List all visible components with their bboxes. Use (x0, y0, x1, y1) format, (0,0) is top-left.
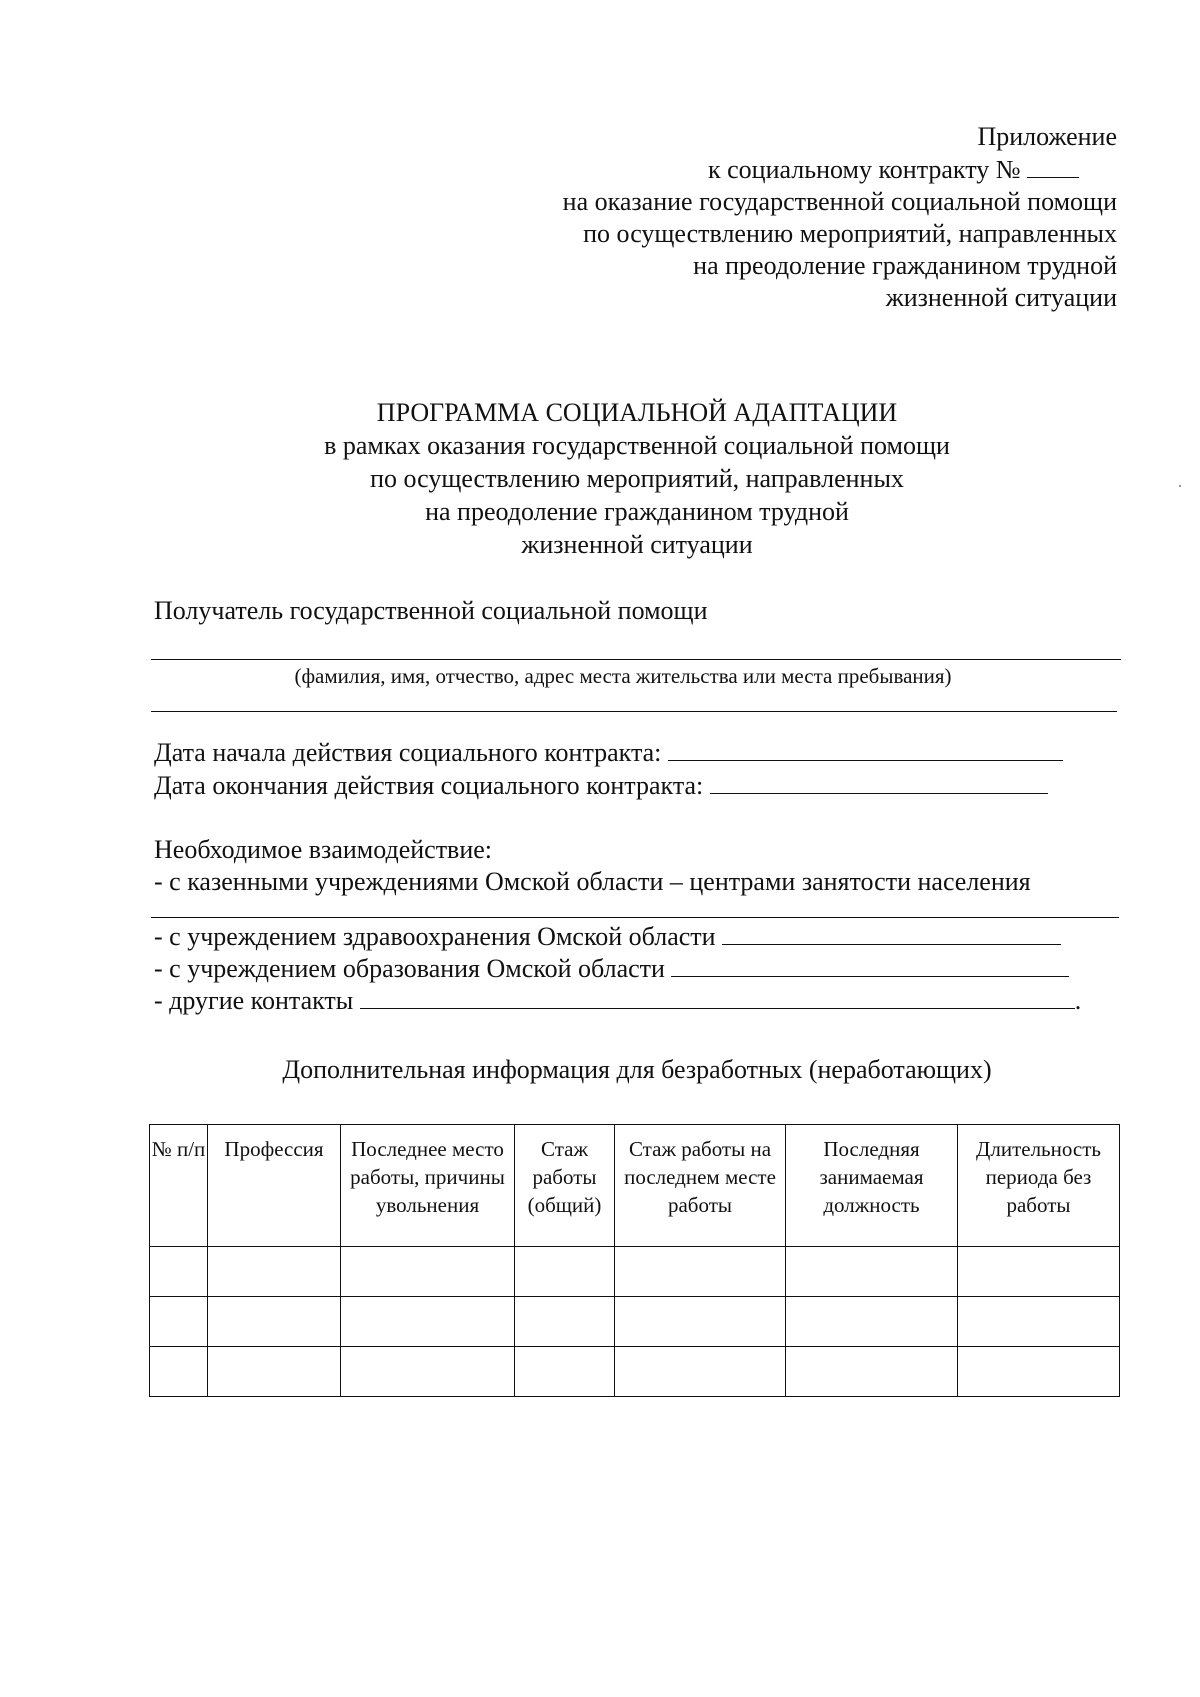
date-end-blank[interactable] (710, 771, 1048, 794)
appendix-line-4: по осуществлению мероприятий, направленных (583, 219, 1117, 248)
table-cell[interactable] (958, 1347, 1120, 1397)
appendix-line-6: жизненной ситуации (885, 283, 1117, 312)
table-cell[interactable] (958, 1297, 1120, 1347)
table-cell[interactable] (208, 1247, 341, 1297)
date-start-row (154, 737, 1063, 769)
title-subline-4: жизненной ситуации (521, 530, 753, 559)
document-title: ПРОГРАММА СОЦИАЛЬНОЙ АДАПТАЦИИ (376, 398, 898, 427)
date-start-blank[interactable] (668, 738, 1063, 761)
table-cell[interactable] (615, 1297, 786, 1347)
recipient-hint: (фамилия, имя, отчество, адрес места жительства или места пребывания) (294, 664, 952, 688)
date-end-row (154, 770, 1048, 802)
table-cell[interactable] (341, 1297, 515, 1347)
recipient-label: Получатель государственной социальной помощи (154, 596, 708, 625)
col-last-place-experience: Стаж работы на последнем месте работы (615, 1125, 786, 1247)
table-cell[interactable] (515, 1347, 615, 1397)
employment-history-table (149, 1124, 1120, 1397)
education-blank[interactable] (671, 954, 1069, 977)
title-subline-1: в рамках оказания государственной социальной помощи (324, 431, 950, 460)
table-cell[interactable] (150, 1247, 208, 1297)
interaction-heading: Необходимое взаимодействие: (154, 835, 493, 864)
recipient-field-line[interactable] (151, 659, 1121, 660)
date-end-label: Дата окончания действия социального контракта: (154, 771, 704, 800)
health-blank[interactable] (722, 922, 1061, 945)
employment-field-line[interactable] (151, 917, 1119, 918)
table-header-row (150, 1125, 1120, 1247)
table-row (150, 1247, 1120, 1297)
col-last-workplace: Последнее место работы, причины увольнения (341, 1125, 515, 1247)
col-unemployment-period: Длительность периода без работы (958, 1125, 1120, 1247)
appendix-contract-number (708, 154, 1079, 186)
unemployed-heading: Дополнительная информация для безработных (неработающих) (282, 1055, 992, 1084)
table-cell[interactable] (786, 1347, 958, 1397)
appendix-line-3: на оказание государственной социальной помощи (562, 187, 1117, 216)
col-total-experience: Стаж работы (общий) (515, 1125, 615, 1247)
appendix-title: Приложение (977, 122, 1117, 151)
col-last-position: Последняя занимаемая должность (786, 1125, 958, 1247)
contract-number-blank[interactable] (1027, 155, 1079, 178)
title-subline-2: по осуществлению мероприятий, направленных (370, 464, 904, 493)
other-contacts-end: . (1074, 986, 1082, 1015)
interaction-employment: - с казенными учреждениями Омской области – центрами занятости населения (154, 867, 1031, 896)
table-cell[interactable] (341, 1247, 515, 1297)
table-cell[interactable] (515, 1297, 615, 1347)
interaction-health-label: - с учреждением здравоохранения Омской области (154, 922, 716, 951)
recipient-field-line-2[interactable] (151, 711, 1117, 712)
table-cell[interactable] (150, 1297, 208, 1347)
interaction-other-row (154, 985, 1081, 1017)
table-cell[interactable] (341, 1347, 515, 1397)
table-cell[interactable] (786, 1297, 958, 1347)
table-cell[interactable] (786, 1247, 958, 1297)
interaction-education-label: - с учреждением образования Омской области (154, 954, 665, 983)
table-cell[interactable] (615, 1347, 786, 1397)
col-profession: Профессия (208, 1125, 341, 1247)
table-cell[interactable] (150, 1347, 208, 1397)
title-subline-3: на преодоление гражданином трудной (425, 497, 849, 526)
interaction-health-row (154, 921, 1061, 953)
table-row (150, 1347, 1120, 1397)
appendix-contract-label: к социальному контракту № (708, 155, 1021, 184)
col-number: № п/п (150, 1125, 208, 1247)
appendix-line-5: на преодоление гражданином трудной (693, 251, 1117, 280)
other-contacts-blank[interactable] (360, 986, 1075, 1009)
table-cell[interactable] (208, 1347, 341, 1397)
table-cell[interactable] (208, 1297, 341, 1347)
table-cell[interactable] (958, 1247, 1120, 1297)
table-cell[interactable] (615, 1247, 786, 1297)
interaction-other-label: - другие контакты (154, 986, 354, 1015)
date-start-label: Дата начала действия социального контракта: (154, 738, 662, 767)
table-row (150, 1297, 1120, 1347)
table-cell[interactable] (515, 1247, 615, 1297)
interaction-education-row (154, 953, 1069, 985)
